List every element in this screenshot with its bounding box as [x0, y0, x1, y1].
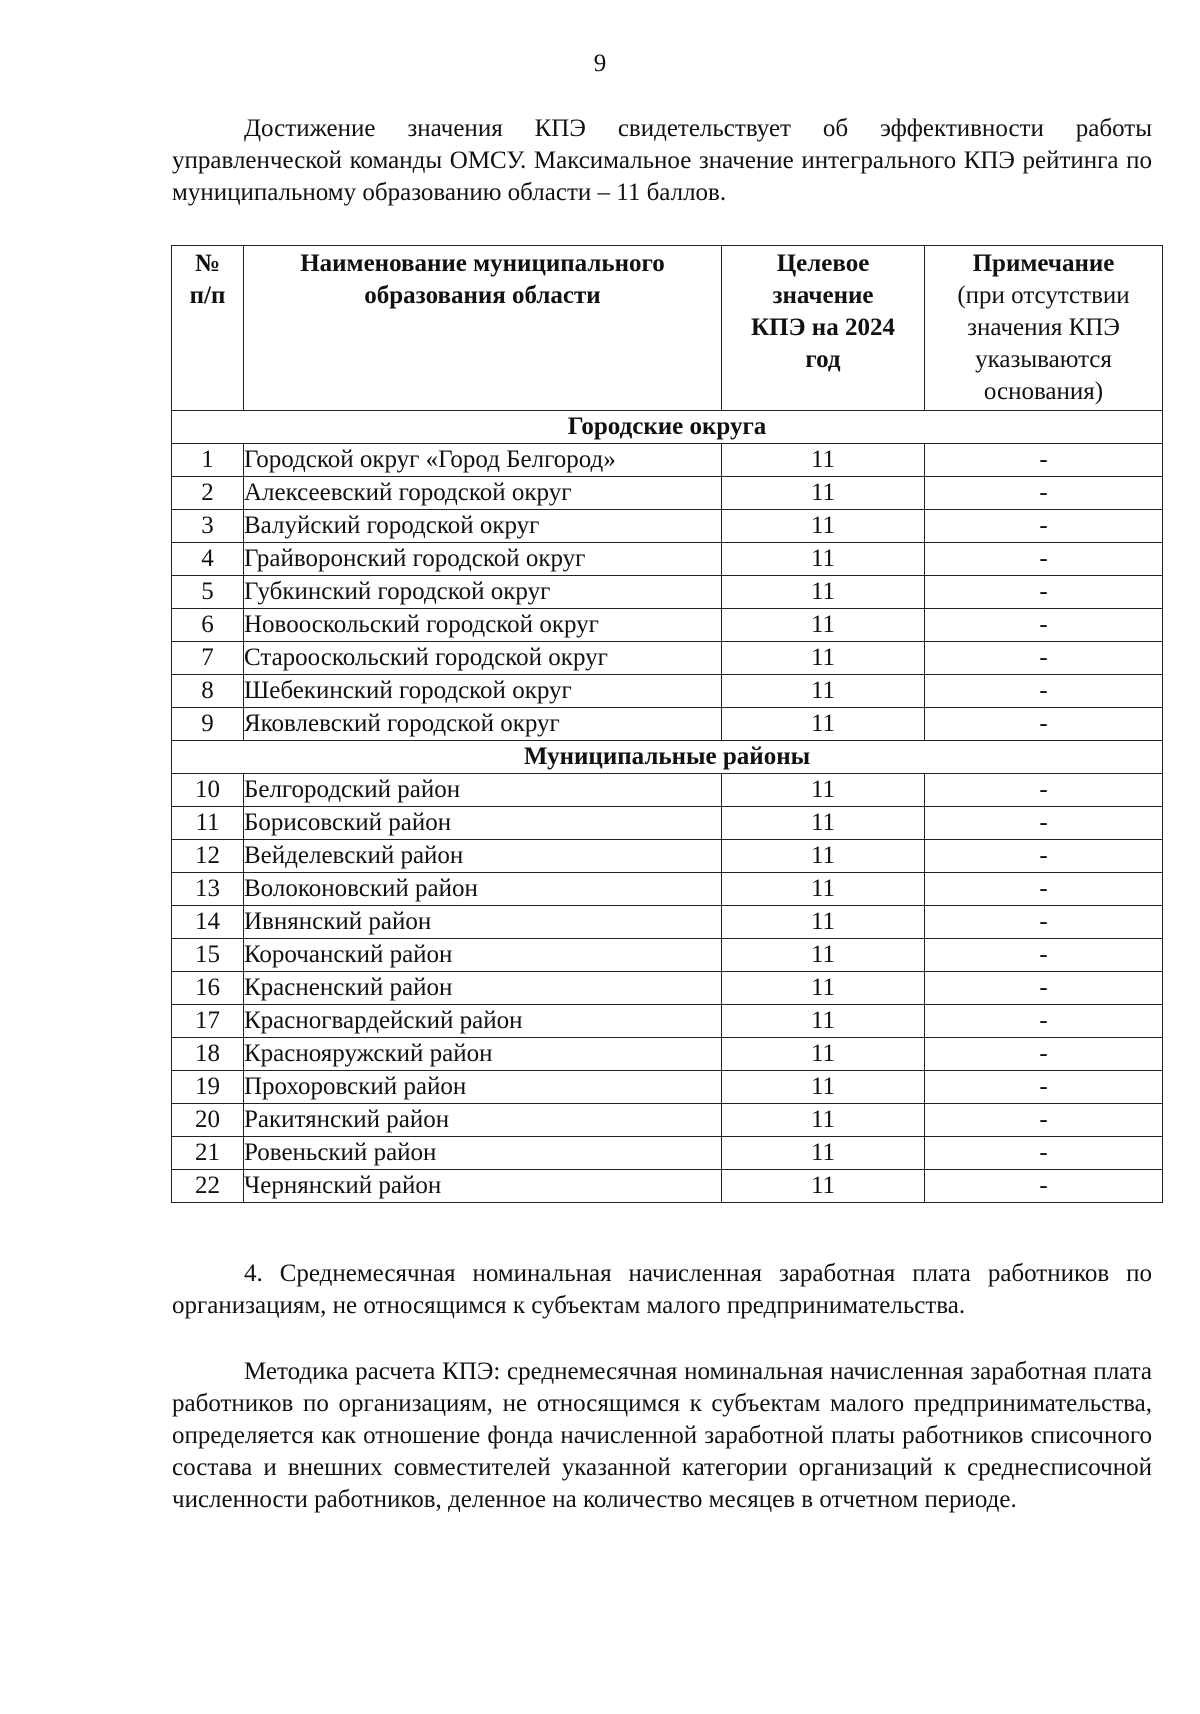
row-value: 11 [722, 510, 925, 543]
row-note: - [925, 774, 1163, 807]
row-num: 14 [172, 906, 244, 939]
section-4-heading: 4. Среднемесячная номинальная начисленная заработная плата работников по организациям, не относящимся к субъектам малого предпринимательства. [172, 1260, 1152, 1319]
row-note: - [925, 675, 1163, 708]
table-row [172, 1038, 1163, 1071]
row-value: 11 [722, 1038, 925, 1071]
row-note: - [925, 972, 1163, 1005]
row-value: 11 [722, 642, 925, 675]
row-name: Новооскольский городской округ [244, 609, 722, 642]
group-title: Муниципальные районы [172, 741, 1163, 774]
row-name: Алексеевский городской округ [244, 477, 722, 510]
row-value: 11 [722, 444, 925, 477]
row-value: 11 [722, 807, 925, 840]
table-row [172, 609, 1163, 642]
header-note-subtitle: (при отсутствии значения КПЭ указываются основания) [957, 282, 1130, 405]
row-note: - [925, 444, 1163, 477]
row-note: - [925, 939, 1163, 972]
row-name: Грайворонский городской округ [244, 543, 722, 576]
header-name: Наименование муниципального образования области [244, 246, 722, 411]
table-row [172, 444, 1163, 477]
row-num: 18 [172, 1038, 244, 1071]
table-row [172, 873, 1163, 906]
row-num: 19 [172, 1071, 244, 1104]
table-row [172, 1137, 1163, 1170]
row-name: Прохоровский район [244, 1071, 722, 1104]
row-name: Ракитянский район [244, 1104, 722, 1137]
table-row [172, 774, 1163, 807]
table-row [172, 840, 1163, 873]
header-note [925, 246, 1163, 411]
row-value: 11 [722, 972, 925, 1005]
row-num: 17 [172, 1005, 244, 1038]
row-note: - [925, 510, 1163, 543]
row-name: Корочанский район [244, 939, 722, 972]
table-row [172, 1104, 1163, 1137]
row-name: Краснояружский район [244, 1038, 722, 1071]
table-row [172, 510, 1163, 543]
row-value: 11 [722, 939, 925, 972]
row-num: 16 [172, 972, 244, 1005]
row-note: - [925, 840, 1163, 873]
row-name: Волоконовский район [244, 873, 722, 906]
table-row [172, 1005, 1163, 1038]
group-title: Городские округа [172, 411, 1163, 444]
row-note: - [925, 477, 1163, 510]
row-note: - [925, 1170, 1163, 1203]
intro-paragraph: Достижение значения КПЭ свидетельствует об эффективности работы управленческой команды ОМСУ. Максимальное значение интегрального КПЭ рейтинга по муниципальному образованию области – 11 баллов. [172, 115, 1152, 206]
row-num: 9 [172, 708, 244, 741]
row-value: 11 [722, 609, 925, 642]
table-row [172, 543, 1163, 576]
row-num: 5 [172, 576, 244, 609]
row-num: 11 [172, 807, 244, 840]
row-value: 11 [722, 675, 925, 708]
row-value: 11 [722, 774, 925, 807]
row-num: 2 [172, 477, 244, 510]
row-note: - [925, 708, 1163, 741]
table-row [172, 1071, 1163, 1104]
row-name: Яковлевский городской округ [244, 708, 722, 741]
table-row [172, 477, 1163, 510]
table-row [172, 906, 1163, 939]
row-name: Городской округ «Город Белгород» [244, 444, 722, 477]
row-note: - [925, 873, 1163, 906]
table-body [172, 411, 1163, 1203]
table-row [172, 675, 1163, 708]
row-name: Шебекинский городской округ [244, 675, 722, 708]
row-name: Валуйский городской округ [244, 510, 722, 543]
row-num: 4 [172, 543, 244, 576]
row-name: Белгородский район [244, 774, 722, 807]
row-num: 8 [172, 675, 244, 708]
row-num: 6 [172, 609, 244, 642]
row-num: 10 [172, 774, 244, 807]
row-value: 11 [722, 708, 925, 741]
row-num: 7 [172, 642, 244, 675]
header-value: Целевое значение КПЭ на 2024 год [722, 246, 925, 411]
row-value: 11 [722, 1005, 925, 1038]
row-value: 11 [722, 543, 925, 576]
table-row [172, 972, 1163, 1005]
row-name: Ивнянский район [244, 906, 722, 939]
kpe-table [171, 245, 1163, 1203]
row-name: Чернянский район [244, 1170, 722, 1203]
row-note: - [925, 1104, 1163, 1137]
row-note: - [925, 642, 1163, 675]
group-row [172, 411, 1163, 444]
header-note-title: Примечание [972, 250, 1115, 277]
table-row [172, 1170, 1163, 1203]
row-note: - [925, 576, 1163, 609]
row-value: 11 [722, 1104, 925, 1137]
row-num: 3 [172, 510, 244, 543]
row-num: 13 [172, 873, 244, 906]
row-name: Губкинский городской округ [244, 576, 722, 609]
row-num: 21 [172, 1137, 244, 1170]
row-name: Красненский район [244, 972, 722, 1005]
row-value: 11 [722, 477, 925, 510]
group-row [172, 741, 1163, 774]
row-note: - [925, 543, 1163, 576]
row-note: - [925, 807, 1163, 840]
row-value: 11 [722, 576, 925, 609]
row-name: Ровеньский район [244, 1137, 722, 1170]
table-header [172, 246, 1163, 411]
row-name: Вейделевский район [244, 840, 722, 873]
table-row [172, 642, 1163, 675]
row-num: 12 [172, 840, 244, 873]
row-num: 15 [172, 939, 244, 972]
row-note: - [925, 1071, 1163, 1104]
row-note: - [925, 609, 1163, 642]
row-value: 11 [722, 1071, 925, 1104]
row-value: 11 [722, 840, 925, 873]
table-row [172, 807, 1163, 840]
row-num: 22 [172, 1170, 244, 1203]
row-value: 11 [722, 1170, 925, 1203]
method-paragraph: Методика расчета КПЭ: среднемесячная номинальная начисленная заработная плата работников по организациям, не относящимся к субъектам малого предпринимательства, определяется как отношение фонда начисленной заработной платы работников списочного состава и внешних совместителей указанной категории организаций к среднесписочной численности работников, деленное на количество месяцев в отчетном периоде. [172, 1358, 1152, 1513]
row-value: 11 [722, 1137, 925, 1170]
page-number: 9 [593, 50, 607, 77]
row-note: - [925, 1038, 1163, 1071]
row-name: Красногвардейский район [244, 1005, 722, 1038]
row-value: 11 [722, 873, 925, 906]
row-num: 1 [172, 444, 244, 477]
row-note: - [925, 1005, 1163, 1038]
row-value: 11 [722, 906, 925, 939]
row-num: 20 [172, 1104, 244, 1137]
row-note: - [925, 1137, 1163, 1170]
row-name: Борисовский район [244, 807, 722, 840]
row-name: Старооскольский городской округ [244, 642, 722, 675]
table-row [172, 576, 1163, 609]
row-note: - [925, 906, 1163, 939]
table-row [172, 939, 1163, 972]
header-num: № п/п [172, 246, 244, 411]
table-row [172, 708, 1163, 741]
